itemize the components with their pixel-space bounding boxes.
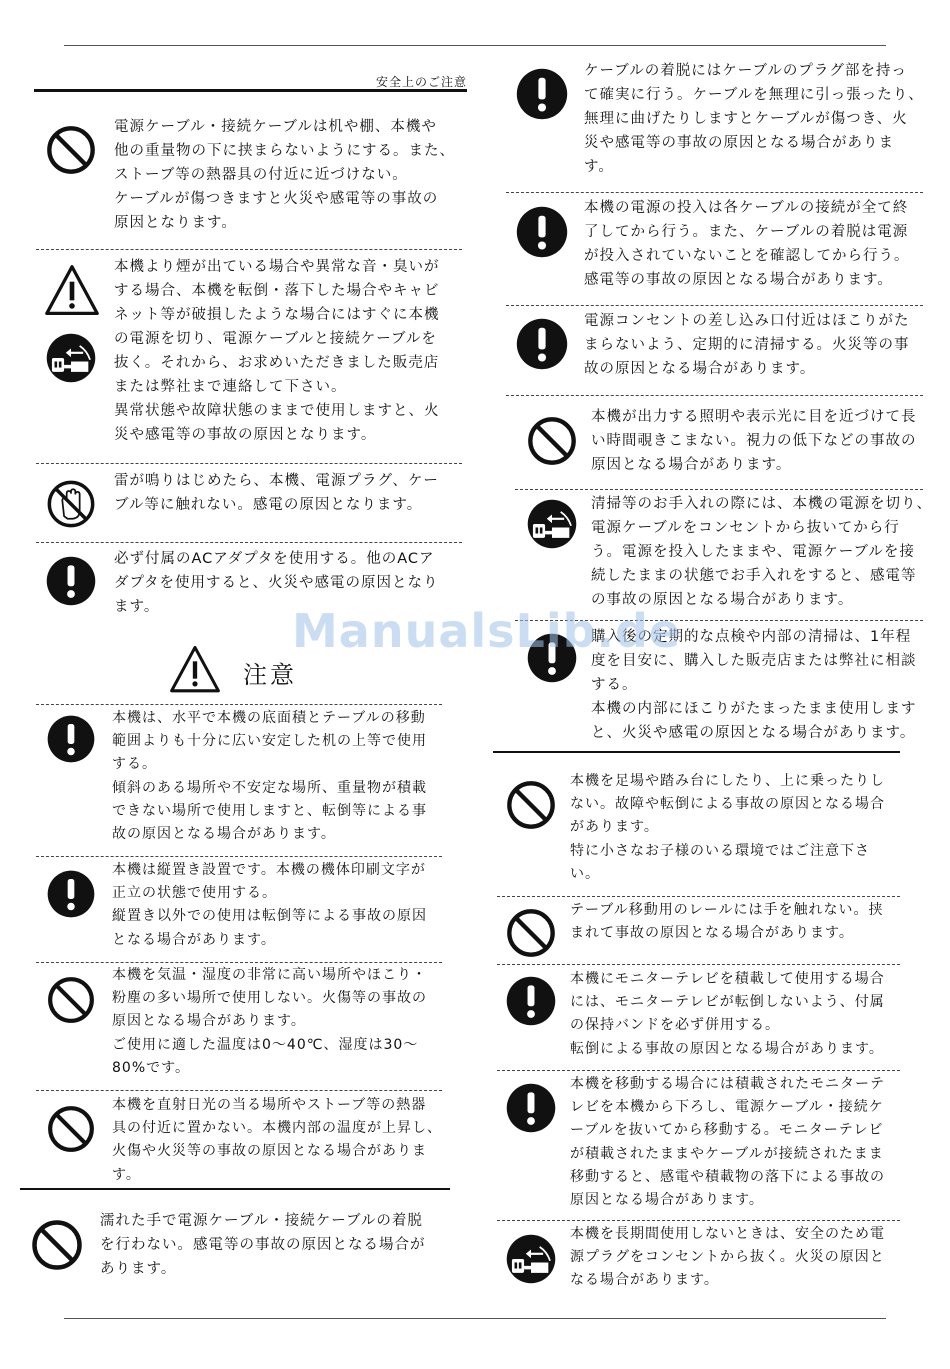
caution-text: 本機を長期間使用しないときは、安全のため電 源プラグをコンセントから抜く。火災の原因と なる場合があります。 [570, 1226, 885, 1289]
divider [36, 704, 442, 705]
caution-text: 本機は縦置き設置です。本機の機体印刷文字が 正立の状態で使用する。 縦置き以外での使用は転倒等による事故の原因 となる場合があります。 [112, 862, 427, 948]
mandatory-icon [46, 869, 96, 919]
prohibition-icon [505, 907, 557, 959]
watermark: ManualsLib.de [292, 604, 682, 658]
divider [515, 489, 923, 490]
caution-triangle-icon [168, 644, 222, 696]
warning-text: 雷が鳴りはじめたら、本機、電源プラグ、ケー ブル等に触れない。感電の原因となります。 [114, 473, 439, 513]
caution-text: 本機は、水平で本機の底面積とテーブルの移動 範囲よりも十分に広い安定した机の上等で使用 する。 傾斜のある場所や不安定な場所、重量物が積載 できない場所で使用しますと、転倒等による事 故の原因となる場合があります。 [112, 710, 427, 843]
mandatory-icon [515, 205, 569, 259]
warning-text: ケーブルの着脱にはケーブルのプラグ部を持っ て確実に行う。ケーブルを無理に引っ張ったり、 無理に曲げたりしますとケーブルが傷つき、火 災や感電等の事故の原因となる場合がありま す。 [584, 63, 924, 175]
caution-text: 本機にモニターテレビを積載して使用する場合 には、モニターテレビが転倒しないよう、付属 の保持バンドを必ず併用する。 転倒による事故の原因となる場合があります。 [570, 971, 885, 1057]
prohibition-icon [526, 415, 578, 467]
caution-text: 本機を移動する場合には積載されたモニターテ レビを本機から下ろし、電源ケーブル・接続ケ ーブルを抜いてから移動する。モニターテレビ が積載されたままやケーブルが接続されたまま 移動すると、感電や積載物の落下による事故の 原因となる場合があります。 [570, 1076, 885, 1209]
warning-text: 必ず付属のACアダプタを使用する。他のACア ダプタを使用すると、火災や感電の原因となり ます。 [114, 551, 439, 615]
divider [506, 305, 923, 306]
unplug-icon [526, 498, 578, 550]
caution-text: 本機が出力する照明や表示光に目を近づけて長 い時間覗きこまない。視力の低下などの事故の 原因となる場合があります。 [591, 409, 917, 473]
prohibition-icon [46, 975, 96, 1025]
warning-text: 本機より煙が出ている場合や異常な音・臭いが する場合、本機を転倒・落下した場合やキャビ ネット等が破損したような場合にはすぐに本機 の電源を切り、電源ケーブルと接続ケーブルを 抜く。それから、お求めいただきました販売店 または弊社まで連絡して下さい。 異常状態や故障状態のままで使用しますと、火 災や感電等の事故の原因となります。 [114, 259, 440, 443]
unplug-icon [45, 332, 97, 384]
caution-text: 本機を直射日光の当る場所やストーブ等の熱器 具の付近に置かない。本機内部の温度が上昇し、 火傷や火災等の事故の原因となる場合がありま す。 [112, 1097, 442, 1183]
prohibition-icon [46, 1104, 96, 1154]
mandatory-icon [505, 975, 557, 1027]
warning-text: 本機の電源の投入は各ケーブルの接続が全て終 了してから行う。また、ケーブルの着脱は電源 が投入されていないことを確認してから行う。 感電等の事故の原因となる場合があります。 [584, 200, 910, 288]
caution-text: 本機を気温・湿度の非常に高い場所やほこり・ 粉塵の多い場所で使用しない。火傷等の事故の 原因となる場合があります。 ご使用に適した温度は0～40℃、湿度は30～ 80%です。 [112, 967, 427, 1076]
mandatory-icon [515, 67, 569, 121]
warning-text: 電源コンセントの差し込み口付近はほこりがた まらないよう、定期的に清掃する。火災等の事 故の原因となる場合があります。 [584, 313, 910, 377]
divider [36, 542, 462, 543]
divider [36, 249, 462, 250]
mandatory-icon [505, 1082, 557, 1134]
mandatory-icon [46, 714, 96, 764]
caution-text: 清掃等のお手入れの際には、本機の電源を切り、 電源ケーブルをコンセントから抜いてから行 う。電源を投入したままや、電源ケーブルを接 続したままの状態でお手入れをすると、感電等 の事故の原因となる場合があります。 [591, 496, 932, 608]
divider [506, 192, 923, 193]
divider [36, 856, 442, 857]
prohibition-icon [30, 1218, 84, 1272]
section-rule [493, 751, 900, 753]
mandatory-icon [45, 555, 97, 607]
header-rule [34, 89, 467, 92]
mandatory-icon [515, 317, 569, 371]
prohibition-icon [45, 124, 97, 176]
caution-text: テーブル移動用のレールには手を触れない。挟 まれて事故の原因となる場合があります。 [570, 902, 884, 942]
divider [497, 896, 900, 897]
do-not-touch-icon [45, 478, 97, 530]
prohibition-icon [505, 779, 557, 831]
page-bottom-rule [64, 1318, 886, 1319]
divider [36, 463, 462, 464]
section-label: 安全上のご注意 [376, 75, 468, 89]
caution-text: 購入後の定期的な点検や内部の清掃は、1年程 度を目安に、購入した販売店または弊社に相談 する。 本機の内部にほこりがたまったまま使用します と、火災や感電の原因となる場合があります。 [591, 629, 917, 741]
page-top-rule [64, 45, 886, 46]
caution-text: 本機を足場や踏み台にしたり、上に乗ったりし ない。故障や転倒による事故の原因となる場合 があります。 特に小さなお子様のいる環境ではご注意下さ い。 [570, 773, 885, 882]
caution-heading: 注意 [243, 661, 297, 689]
divider [497, 964, 900, 965]
section-rule [20, 1188, 450, 1190]
divider [497, 1070, 900, 1071]
warning-triangle-icon [44, 263, 100, 319]
divider [497, 1220, 900, 1221]
divider [36, 962, 442, 963]
caution-text: 濡れた手で電源ケーブル・接続ケーブルの着脱 を行わない。感電等の事故の原因となる場合が あります。 [100, 1213, 426, 1277]
warning-text: 電源ケーブル・接続ケーブルは机や棚、本機や 他の重量物の下に挟まらないようにする。また、 ストーブ等の熱器具の付近に近づけない。 ケーブルが傷つきますと火災や感電等の事故の 原因となります。 [114, 119, 455, 231]
divider [36, 1090, 442, 1091]
unplug-icon [505, 1233, 557, 1285]
divider [506, 395, 923, 396]
